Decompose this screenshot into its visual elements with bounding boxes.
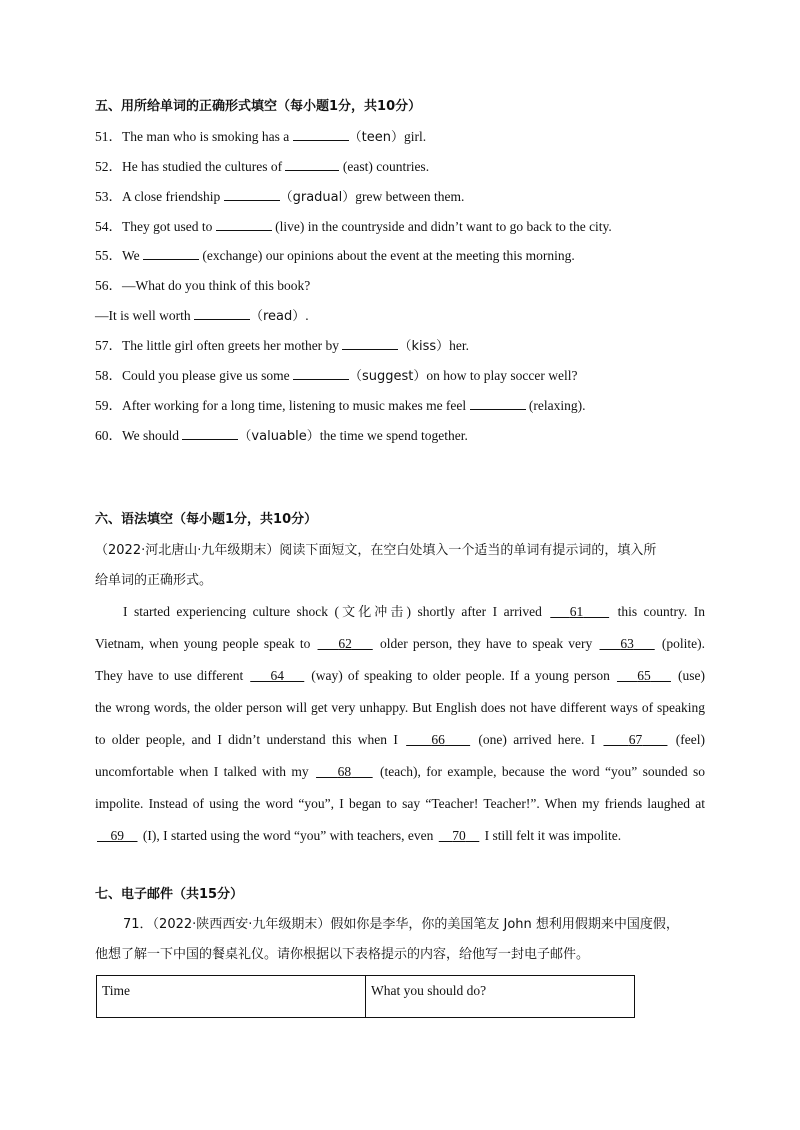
question-number: 53． [95, 189, 122, 204]
blank-number: 65 [637, 668, 651, 683]
blank-65[interactable] [615, 668, 673, 683]
word-hint: （teen） [348, 130, 404, 145]
question-text: After working for a long time, listening to music makes me feel [122, 398, 470, 413]
passage-text: Vietnam, when young people speak to [95, 636, 316, 651]
question-text: The man who is smoking has a [122, 129, 293, 144]
table-header-row [97, 976, 635, 1018]
passage-text: They have to use different [95, 668, 249, 683]
passage-text: (polite). [656, 636, 706, 651]
answer-blank[interactable] [342, 337, 398, 350]
answer-blank[interactable] [182, 427, 238, 440]
question-number: 54． [95, 219, 122, 234]
passage-line-3 [95, 667, 705, 685]
word-hint: （gradual） [279, 190, 356, 205]
question-text: Could you please give us some [122, 368, 293, 383]
table-header-what-to-do: What you should do? [366, 976, 635, 1018]
passage-text: (one) arrived here. I [472, 732, 602, 747]
word-hint: （read） [250, 309, 306, 324]
passage-line-2 [95, 635, 705, 653]
blank-68[interactable] [314, 764, 375, 779]
question-59 [95, 397, 586, 415]
word-hint: (live) [271, 219, 305, 234]
blank-64[interactable] [248, 668, 306, 683]
question-number: 60． [95, 428, 122, 443]
table-header-time: Time [97, 976, 366, 1018]
question-71-cont: 他想了解一下中国的餐桌礼仪。请你根据以下表格提示的内容，给他写一封电子邮件。 [95, 947, 590, 962]
question-text: . [582, 398, 586, 413]
passage-text: the wrong words, the older person will get very unhappy. But English does not have different ways of speaking [95, 700, 705, 715]
question-text: grew between them. [355, 189, 465, 204]
question-number: 57． [95, 338, 122, 353]
blank-number: 61 [569, 604, 584, 619]
question-number: 51． [95, 129, 122, 144]
answer-blank[interactable] [470, 397, 526, 410]
passage-text: I still felt it was impolite. [481, 828, 622, 843]
passage-text: (I), I started using the word “you” with teachers, even [139, 828, 437, 843]
question-text: our opinions about the event at the meeting this morning. [262, 248, 575, 263]
blank-number: 69 [110, 828, 124, 843]
passage-text: this country. In [611, 604, 706, 619]
etiquette-table [96, 975, 635, 1018]
passage-line-5 [95, 731, 705, 749]
answer-blank[interactable] [224, 188, 280, 201]
answer-blank[interactable] [216, 218, 272, 231]
question-text: . [305, 308, 309, 323]
passage-text: (way) of speaking to older people. If a young person [306, 668, 615, 683]
question-text: countries. [372, 159, 430, 174]
question-53 [95, 188, 464, 207]
blank-70[interactable] [437, 828, 482, 843]
question-57 [95, 337, 469, 356]
question-text: The little girl often greets her mother by [122, 338, 343, 353]
blank-63[interactable] [598, 636, 657, 651]
section-5-title: 五、用所给单词的正确形式填空（每小题1分，共10分） [95, 99, 422, 114]
passage-text: ) shortly after I arrived [406, 604, 549, 619]
answer-blank[interactable] [143, 247, 199, 260]
word-hint: (relaxing) [525, 398, 583, 413]
passage-text: (feel) [669, 732, 705, 747]
passage-line-8 [95, 827, 621, 845]
question-60 [95, 427, 468, 446]
question-number: 58． [95, 368, 122, 383]
question-number: 59． [95, 398, 122, 413]
passage-text: uncomfortable when I talked with my [95, 764, 315, 779]
section-6-title: 六、语法填空（每小题1分，共10分） [95, 512, 318, 527]
answer-blank[interactable] [285, 158, 339, 171]
word-hint: （valuable） [238, 429, 320, 444]
blank-69[interactable] [95, 828, 140, 843]
question-text: on how to play soccer well? [426, 368, 578, 383]
blank-66[interactable] [404, 732, 472, 747]
blank-number: 70 [452, 828, 466, 843]
question-text: —What do you think of this book? [122, 278, 311, 293]
section-6-instructions: （2022·河北唐山·九年级期末）阅读下面短文，在空白处填入一个适当的单词有提示词的，填入所 [95, 543, 657, 558]
question-51 [95, 128, 426, 147]
blank-number: 66 [431, 732, 445, 747]
question-number: 56． [95, 278, 122, 293]
question-text: in the countryside and didn’t want to go back to the city. [304, 219, 612, 234]
question-58 [95, 367, 577, 386]
question-text: A close friendship [122, 189, 224, 204]
passage-text: older person, they have to speak very [374, 636, 598, 651]
section-7-title: 七、电子邮件（共15分） [95, 887, 244, 902]
question-text: He has studied the cultures of [122, 159, 286, 174]
question-54 [95, 218, 612, 236]
question-text: her. [449, 338, 469, 353]
blank-number: 68 [337, 764, 352, 779]
blank-67[interactable] [601, 732, 669, 747]
blank-number: 62 [338, 636, 352, 651]
passage-text: (use) [672, 668, 706, 683]
word-hint: （suggest） [348, 369, 427, 384]
passage-line-7 [95, 795, 705, 813]
blank-62[interactable] [316, 636, 375, 651]
passage-line-4 [95, 699, 705, 717]
passage-text: (teach), for example, because the word “you” sounded so [374, 764, 706, 779]
question-text: We [122, 248, 144, 263]
word-hint: （kiss） [398, 339, 450, 354]
blank-number: 63 [620, 636, 634, 651]
word-hint: (exchange) [199, 248, 263, 263]
question-55 [95, 247, 575, 265]
question-number: 52． [95, 159, 122, 174]
blank-61[interactable] [548, 604, 611, 619]
question-text: the time we spend together. [319, 428, 468, 443]
question-text: —It is well worth [95, 308, 194, 323]
passage-text: to older people, and I didn’t understand this when I [95, 732, 405, 747]
question-71: 71．（2022·陕西西安·九年级期末）假如你是李华，你的美国笔友 John 想利用假期来中国度假， [123, 917, 679, 932]
passage-text: 文化冲击 [339, 605, 407, 620]
question-text: They got used to [122, 219, 216, 234]
passage-line-1 [123, 603, 705, 622]
question-text: girl. [403, 129, 427, 144]
question-56 [95, 277, 310, 295]
question-52 [95, 158, 429, 176]
passage-text: impolite. Instead of using the word “you”, I began to say “Teacher! Teacher!”. When my friends laughed at [95, 796, 705, 811]
question-56-answer-line [95, 307, 309, 326]
question-text: We should [122, 428, 183, 443]
answer-blank[interactable] [293, 128, 349, 141]
passage-text: I started experiencing culture shock ( [123, 604, 340, 619]
question-number: 55． [95, 248, 122, 263]
answer-blank[interactable] [194, 307, 250, 320]
blank-number: 67 [628, 732, 643, 747]
blank-number: 64 [270, 668, 284, 683]
answer-blank[interactable] [293, 367, 349, 380]
passage-line-6 [95, 763, 705, 781]
section-6-instructions-cont: 给单词的正确形式。 [95, 573, 213, 588]
word-hint: (east) [339, 159, 373, 174]
